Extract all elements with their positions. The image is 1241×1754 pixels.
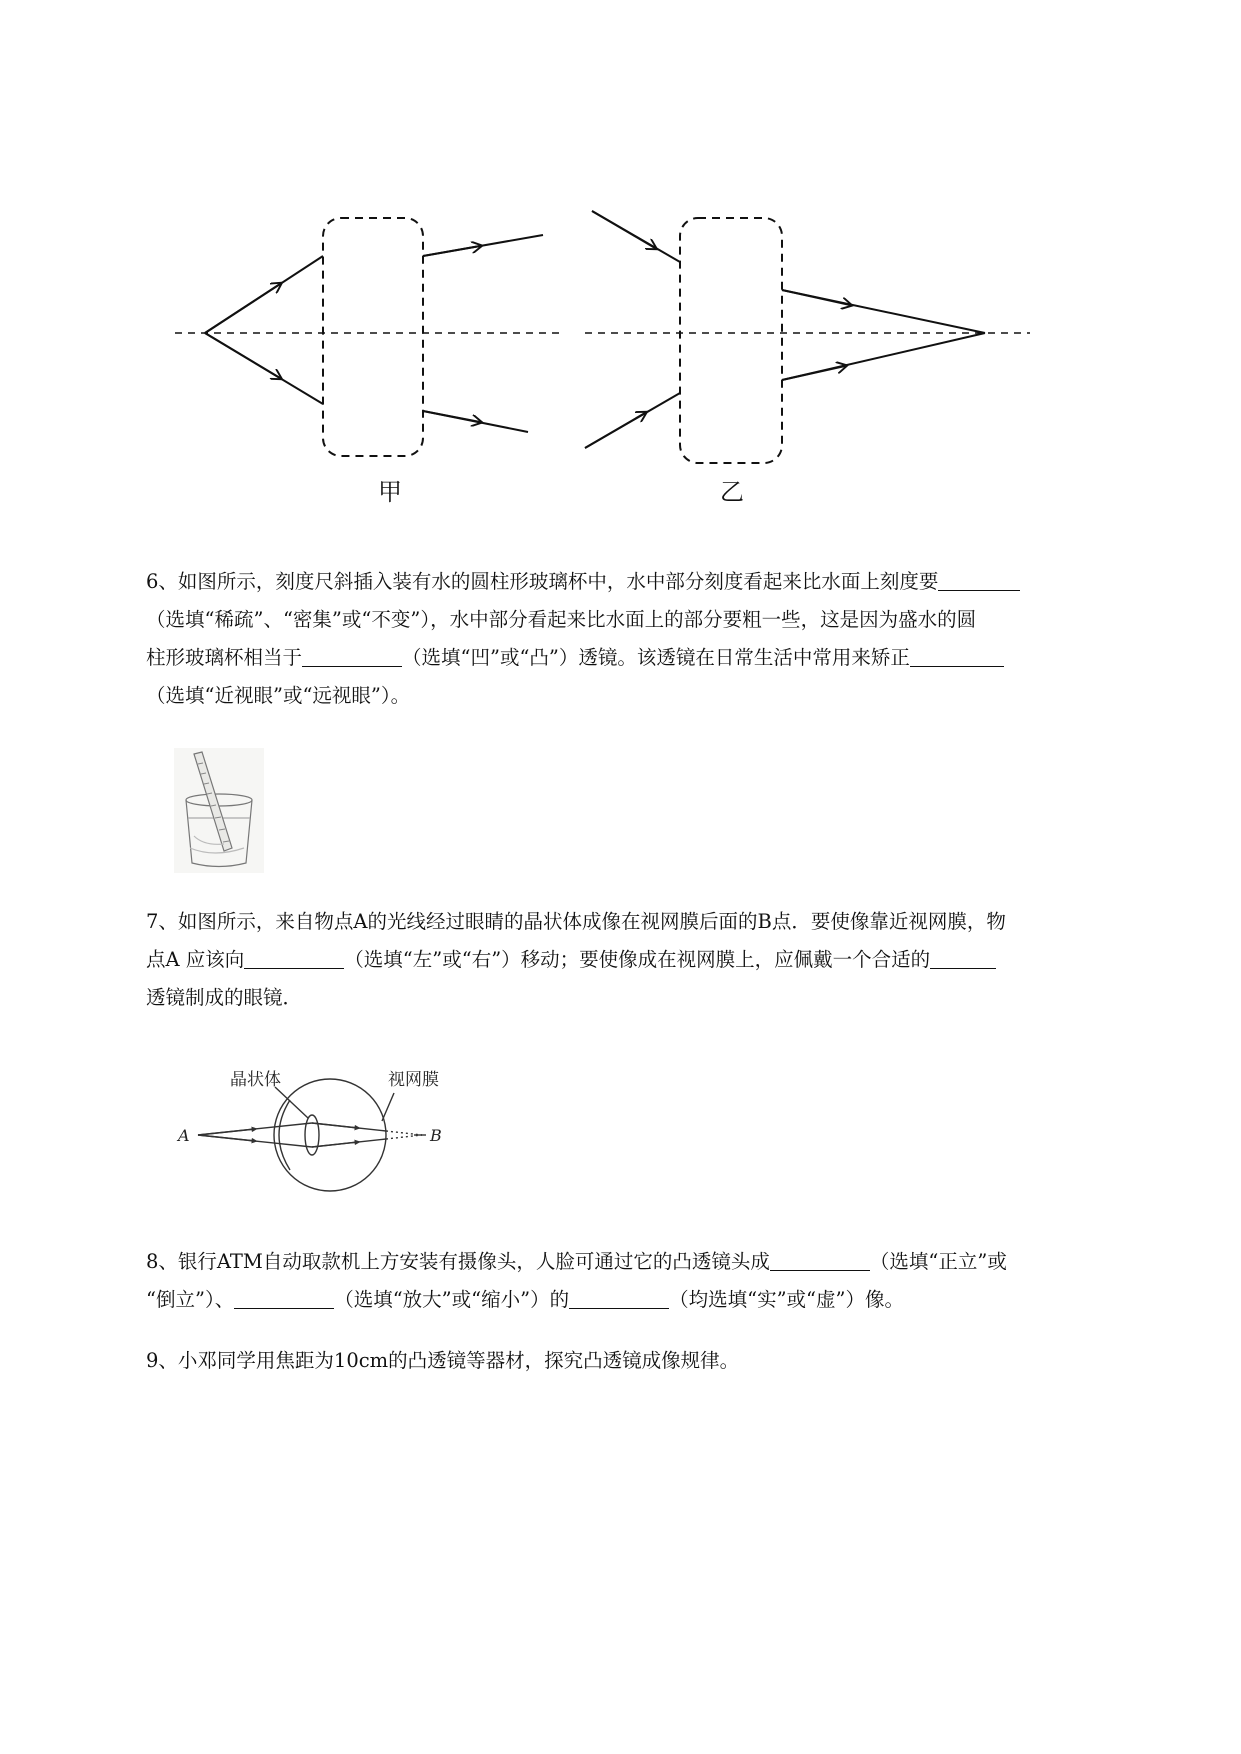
lens-diagram bbox=[0, 0, 1241, 520]
figure-label-yi: 乙 bbox=[720, 478, 744, 506]
q8-blank-3[interactable] bbox=[569, 1284, 669, 1309]
figure-label-jia: 甲 bbox=[378, 478, 402, 506]
q7-blank-2[interactable] bbox=[930, 944, 996, 969]
question-8 bbox=[146, 1243, 1146, 1319]
q6-line-3: 柱形玻璃杯相当于 （选填“凹”或“凸”）透镜。该透镜在日常生活中常用来矫正 bbox=[146, 639, 1146, 677]
point-a-label: A bbox=[178, 1126, 190, 1145]
q7-line-2: 点A 应该向 （选填“左”或“右”）移动；要使像成在视网膜上，应佩戴一个合适的 bbox=[146, 941, 1146, 979]
q6-line-1: 6、如图所示，刻度尺斜插入装有水的圆柱形玻璃杯中，水中部分刻度看起来比水面上刻度要 bbox=[146, 563, 1146, 601]
lens-label-leader bbox=[275, 1087, 308, 1118]
hidden-lens-box-right bbox=[680, 218, 782, 463]
q6-blank-3[interactable] bbox=[910, 642, 1004, 667]
q8-blank-1[interactable] bbox=[770, 1246, 870, 1271]
q8-blank-2[interactable] bbox=[234, 1284, 334, 1309]
hidden-lens-box-left bbox=[323, 218, 423, 456]
eye-lens-label: 晶状体 bbox=[230, 1070, 281, 1090]
eyeball bbox=[274, 1079, 386, 1191]
q8-line-2: “倒立”）、 （选填“放大”或“缩小”）的 （均选填“实”或“虚”）像。 bbox=[146, 1281, 1146, 1319]
question-7 bbox=[146, 903, 1146, 1017]
q6-blank-2[interactable] bbox=[302, 642, 402, 667]
q6-line-2: （选填“稀疏”、“密集”或“不变”），水中部分看起来比水面上的部分要粗一些，这是因为盛水的圆 bbox=[146, 608, 977, 631]
crystalline-lens bbox=[305, 1115, 319, 1155]
retina-label-leader bbox=[382, 1093, 394, 1121]
q9-line-1: 9、小邓同学用焦距为10cm的凸透镜等器材，探究凸透镜成像规律。 bbox=[146, 1349, 740, 1372]
point-b-label: B bbox=[430, 1126, 442, 1145]
q6-line-4: （选填“近视眼”或“远视眼”）。 bbox=[146, 684, 411, 707]
question-9 bbox=[146, 1342, 1146, 1380]
ruler-in-glass-figure bbox=[174, 748, 264, 873]
eye-retina-label: 视网膜 bbox=[388, 1070, 439, 1090]
q8-line-1: 8、银行ATM自动取款机上方安装有摄像头，人脸可通过它的凸透镜头成 （选填“正立”或 bbox=[146, 1243, 1146, 1281]
eye-diagram bbox=[170, 1065, 470, 1205]
q6-blank-1[interactable] bbox=[938, 566, 1020, 591]
q7-line-1: 7、如图所示，来自物点A的光线经过眼睛的晶状体成像在视网膜后面的B点．要使像靠近视网膜，物 bbox=[146, 910, 1006, 933]
q7-line-3: 透镜制成的眼镜． bbox=[146, 986, 303, 1009]
q7-blank-1[interactable] bbox=[244, 944, 344, 969]
question-6 bbox=[146, 563, 1146, 715]
